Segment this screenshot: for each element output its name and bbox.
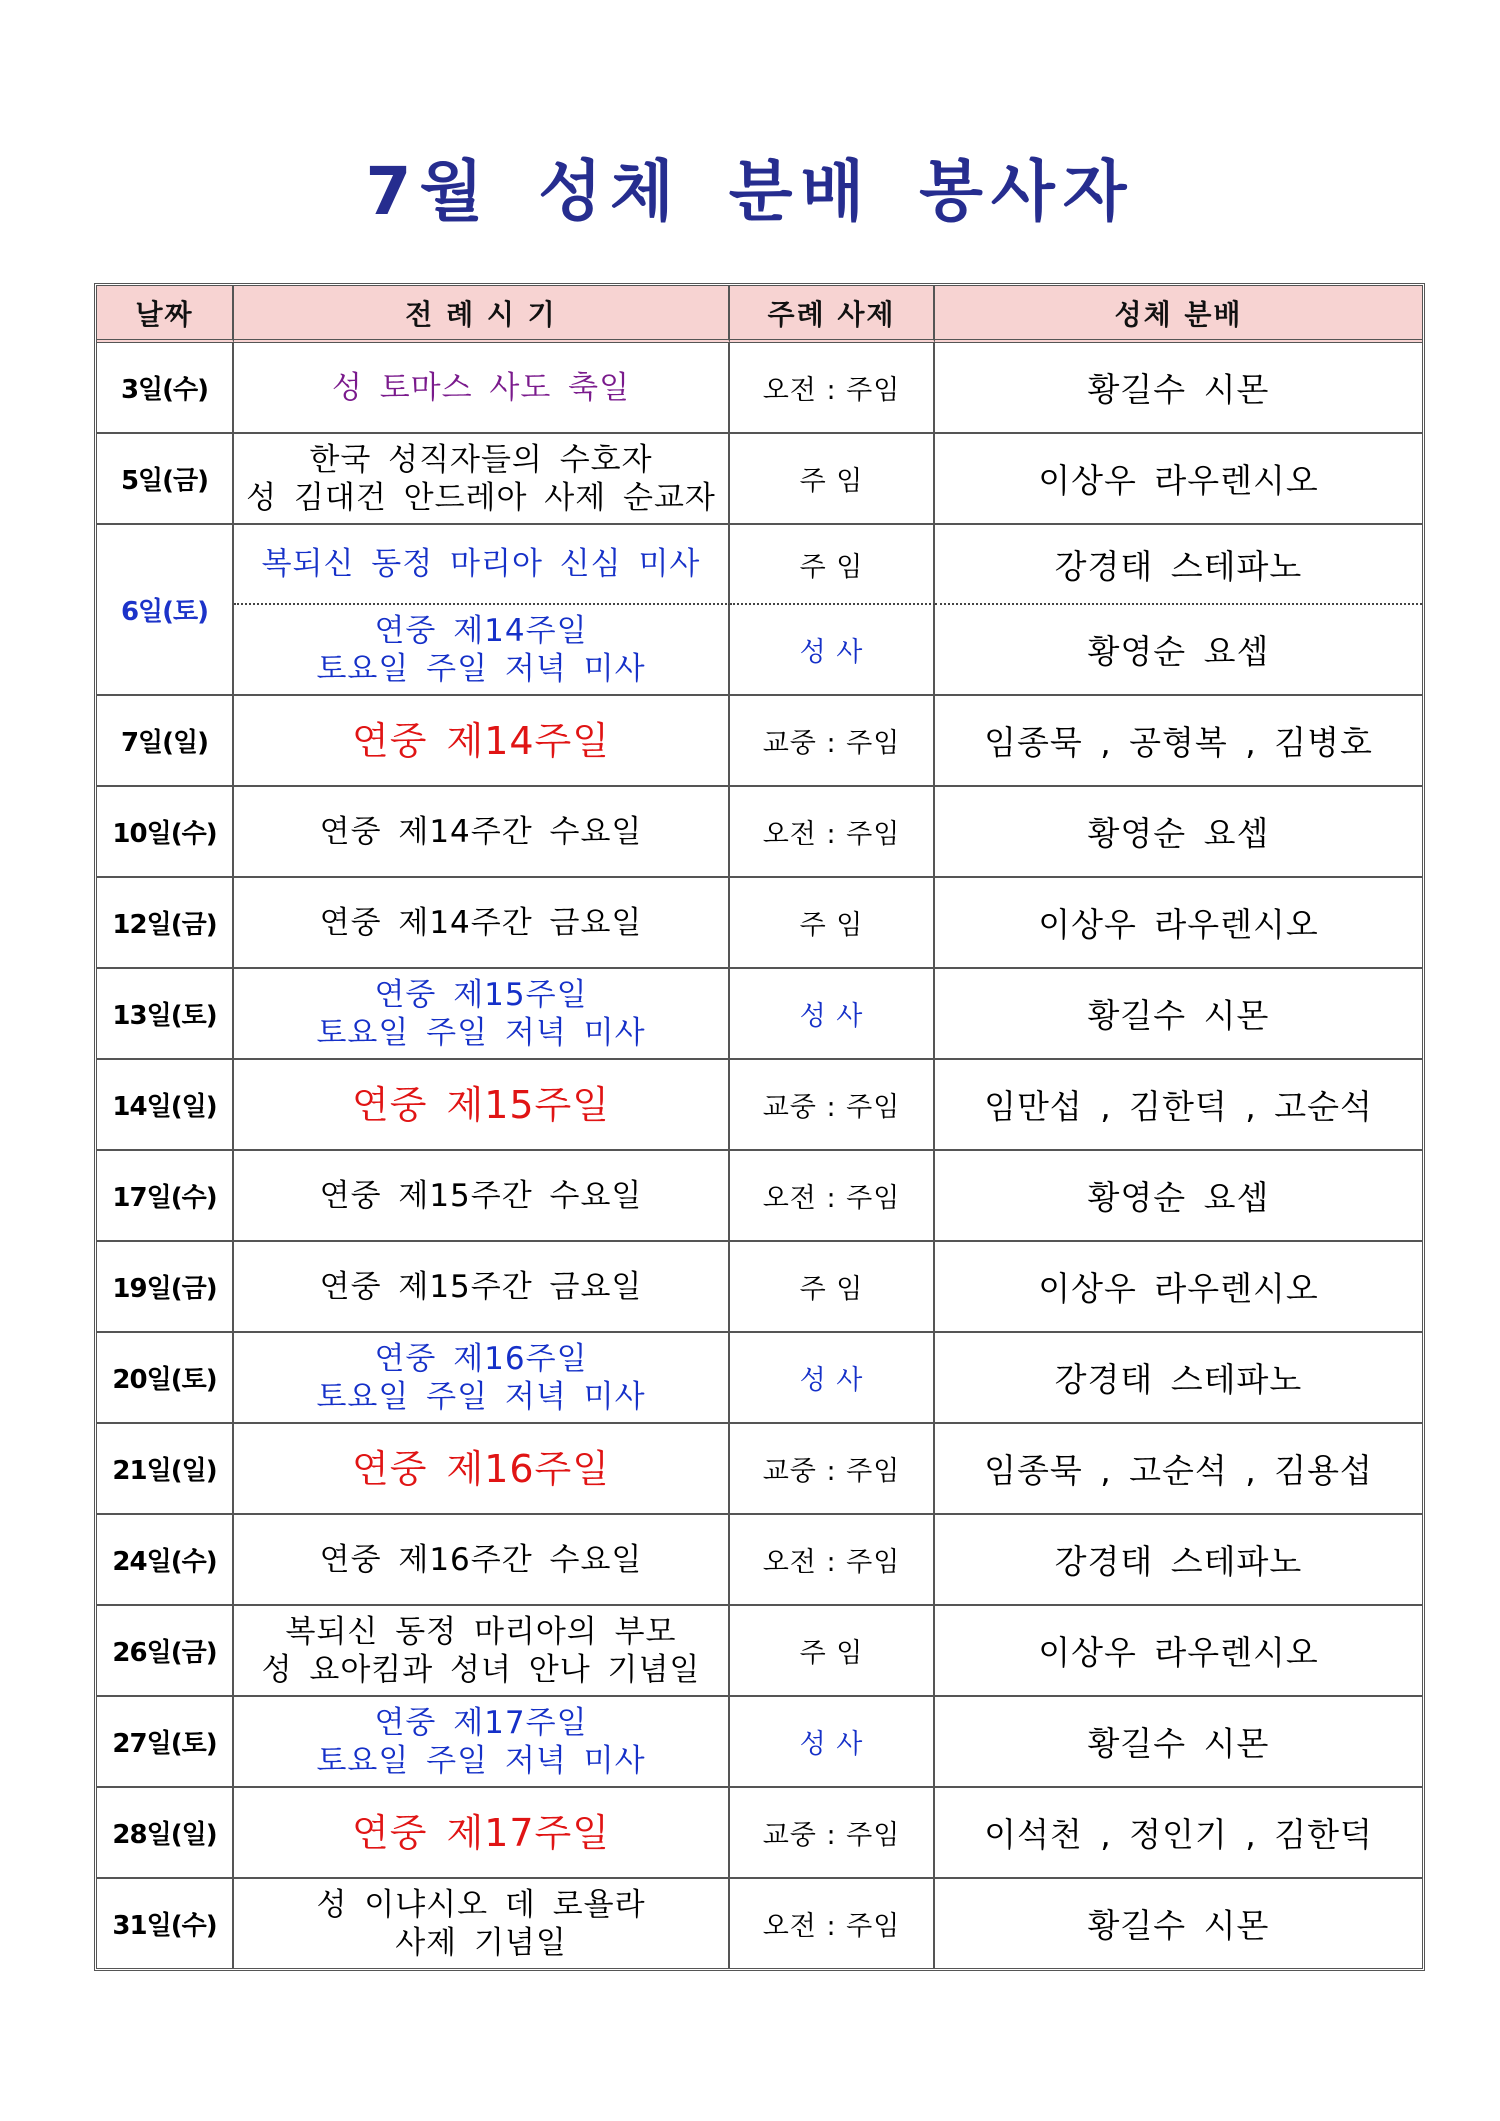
table-row bbox=[97, 1788, 1422, 1879]
liturgy-cell bbox=[234, 1424, 730, 1515]
liturgy-line: 연중 제14주일 bbox=[374, 612, 588, 649]
table-row bbox=[97, 878, 1422, 969]
liturgy-line: 한국 성직자들의 수호자 bbox=[309, 441, 653, 478]
liturgy-cell bbox=[234, 1515, 730, 1606]
liturgy-line: 성 김대건 안드레아 사제 순교자 bbox=[246, 479, 716, 516]
distribution-cell: 황길수 시몬 bbox=[935, 1697, 1422, 1788]
table-row bbox=[97, 1424, 1422, 1515]
celebrant-cell: 주 임 bbox=[730, 525, 935, 605]
liturgy-cell bbox=[234, 787, 730, 878]
liturgy-cell bbox=[234, 969, 730, 1060]
liturgy-line: 성 이냐시오 데 로욜라 bbox=[316, 1886, 646, 1923]
date-cell: 17일(수) bbox=[97, 1151, 234, 1242]
celebrant-cell: 오전 : 주임 bbox=[730, 343, 935, 434]
schedule-table bbox=[94, 283, 1425, 1971]
date-cell: 31일(수) bbox=[97, 1879, 234, 1968]
table-row bbox=[97, 1879, 1422, 1968]
liturgy-cell bbox=[234, 525, 730, 605]
liturgy-line: 연중 제14주일 bbox=[352, 718, 610, 763]
liturgy-line: 복되신 동정 마리아의 부모 bbox=[285, 1613, 677, 1650]
liturgy-line: 토요일 주일 저녁 미사 bbox=[316, 1742, 646, 1779]
date-cell: 24일(수) bbox=[97, 1515, 234, 1606]
celebrant-cell: 오전 : 주임 bbox=[730, 1151, 935, 1242]
distribution-cell: 황영순 요셉 bbox=[935, 787, 1422, 878]
distribution-cell: 이상우 라우렌시오 bbox=[935, 434, 1422, 525]
liturgy-cell bbox=[234, 1151, 730, 1242]
liturgy-cell bbox=[234, 696, 730, 787]
distribution-cell: 이상우 라우렌시오 bbox=[935, 1606, 1422, 1697]
celebrant-cell: 주 임 bbox=[730, 1606, 935, 1697]
liturgy-line: 연중 제15주일 bbox=[352, 1082, 610, 1127]
liturgy-line: 연중 제14주간 수요일 bbox=[319, 813, 643, 850]
liturgy-line: 성 요아킴과 성녀 안나 기념일 bbox=[261, 1651, 701, 1688]
liturgy-cell bbox=[234, 605, 730, 696]
table-row bbox=[97, 1242, 1422, 1333]
header-date: 날짜 bbox=[97, 286, 234, 343]
liturgy-line: 연중 제17주일 bbox=[374, 1704, 588, 1741]
table-row bbox=[97, 969, 1422, 1060]
liturgy-line: 토요일 주일 저녁 미사 bbox=[316, 650, 646, 687]
table-row bbox=[97, 525, 1422, 605]
distribution-cell: 황영순 요셉 bbox=[935, 1151, 1422, 1242]
liturgy-line: 사제 기념일 bbox=[395, 1924, 567, 1961]
table-row bbox=[97, 434, 1422, 525]
table-row bbox=[97, 787, 1422, 878]
header-distribution: 성체 분배 bbox=[935, 286, 1422, 343]
header-celebrant: 주례 사제 bbox=[730, 286, 935, 343]
distribution-cell: 임만섭 , 김한덕 , 고순석 bbox=[935, 1060, 1422, 1151]
header-row bbox=[97, 286, 1422, 343]
distribution-cell: 강경태 스테파노 bbox=[935, 1515, 1422, 1606]
liturgy-line: 연중 제15주일 bbox=[374, 976, 588, 1013]
liturgy-cell bbox=[234, 1697, 730, 1788]
liturgy-line: 연중 제14주간 금요일 bbox=[319, 904, 643, 941]
date-cell: 26일(금) bbox=[97, 1606, 234, 1697]
table-row bbox=[97, 605, 1422, 696]
date-cell: 3일(수) bbox=[97, 343, 234, 434]
celebrant-cell: 오전 : 주임 bbox=[730, 1515, 935, 1606]
liturgy-cell bbox=[234, 1242, 730, 1333]
date-cell: 6일(토) bbox=[97, 525, 234, 696]
celebrant-cell: 교중 : 주임 bbox=[730, 1424, 935, 1515]
distribution-cell: 강경태 스테파노 bbox=[935, 1333, 1422, 1424]
table-row bbox=[97, 1151, 1422, 1242]
celebrant-cell: 교중 : 주임 bbox=[730, 1788, 935, 1879]
table-row bbox=[97, 696, 1422, 787]
liturgy-cell bbox=[234, 878, 730, 969]
liturgy-line: 연중 제15주간 수요일 bbox=[319, 1177, 643, 1214]
date-cell: 10일(수) bbox=[97, 787, 234, 878]
celebrant-cell: 교중 : 주임 bbox=[730, 696, 935, 787]
date-cell: 14일(일) bbox=[97, 1060, 234, 1151]
distribution-cell: 임종묵 , 공형복 , 김병호 bbox=[935, 696, 1422, 787]
distribution-cell: 황길수 시몬 bbox=[1087, 1906, 1270, 1945]
date-cell: 28일(일) bbox=[97, 1788, 234, 1879]
liturgy-line: 연중 제15주간 금요일 bbox=[319, 1268, 643, 1305]
liturgy-line: 연중 제17주일 bbox=[352, 1810, 610, 1855]
table-row bbox=[97, 343, 1422, 434]
date-cell: 5일(금) bbox=[97, 434, 234, 525]
distribution-cell: 이상우 라우렌시오 bbox=[935, 878, 1422, 969]
celebrant-cell: 주 임 bbox=[730, 434, 935, 525]
liturgy-line: 토요일 주일 저녁 미사 bbox=[316, 1014, 646, 1051]
distribution-cell: 임종묵 , 고순석 , 김용섭 bbox=[935, 1424, 1422, 1515]
table-row bbox=[97, 1515, 1422, 1606]
celebrant-cell: 교중 : 주임 bbox=[730, 1060, 935, 1151]
celebrant-cell: 오전 : 주임 bbox=[730, 1879, 935, 1968]
liturgy-cell bbox=[234, 1879, 730, 1968]
liturgy-line: 연중 제16주일 bbox=[352, 1446, 610, 1491]
liturgy-line: 복되신 동정 마리아 신심 미사 bbox=[261, 546, 701, 582]
celebrant-cell: 주 임 bbox=[730, 1242, 935, 1333]
liturgy-line: 연중 제16주간 수요일 bbox=[319, 1541, 643, 1578]
date-cell: 12일(금) bbox=[97, 878, 234, 969]
liturgy-cell bbox=[234, 1606, 730, 1697]
liturgy-line: 연중 제16주일 bbox=[374, 1340, 588, 1377]
celebrant-cell: 성 사 bbox=[730, 1697, 935, 1788]
celebrant-cell: 오전 : 주임 bbox=[730, 787, 935, 878]
celebrant-cell: 주 임 bbox=[730, 878, 935, 969]
liturgy-line: 토요일 주일 저녁 미사 bbox=[316, 1378, 646, 1415]
distribution-cell: 황길수 시몬 bbox=[935, 343, 1422, 434]
liturgy-cell bbox=[234, 1060, 730, 1151]
header-liturgy: 전 례 시 기 bbox=[234, 286, 730, 343]
celebrant-cell: 성 사 bbox=[730, 1333, 935, 1424]
table-row bbox=[97, 1606, 1422, 1697]
date-cell: 20일(토) bbox=[97, 1333, 234, 1424]
date-cell: 19일(금) bbox=[97, 1242, 234, 1333]
liturgy-cell bbox=[234, 434, 730, 525]
distribution-cell: 황길수 시몬 bbox=[935, 969, 1422, 1060]
distribution-cell: 이상우 라우렌시오 bbox=[935, 1242, 1422, 1333]
schedule-table-wrapper bbox=[94, 283, 1419, 1971]
distribution-cell: 강경태 스테파노 bbox=[935, 525, 1422, 605]
table-row bbox=[97, 1697, 1422, 1788]
liturgy-cell bbox=[234, 1788, 730, 1879]
date-cell: 13일(토) bbox=[97, 969, 234, 1060]
date-cell: 7일(일) bbox=[97, 696, 234, 787]
page-title: 7월 성체 분배 봉사자 bbox=[365, 153, 1135, 230]
liturgy-line: 성 토마스 사도 축일 bbox=[331, 369, 631, 406]
date-cell: 27일(토) bbox=[97, 1697, 234, 1788]
table-row bbox=[97, 1060, 1422, 1151]
liturgy-cell bbox=[234, 1333, 730, 1424]
liturgy-cell bbox=[234, 343, 730, 434]
distribution-cell: 이석천 , 정인기 , 김한덕 bbox=[935, 1788, 1422, 1879]
table-row bbox=[97, 1333, 1422, 1424]
celebrant-cell: 성 사 bbox=[730, 969, 935, 1060]
distribution-cell: 황영순 요셉 bbox=[935, 605, 1422, 696]
date-cell: 21일(일) bbox=[97, 1424, 234, 1515]
celebrant-cell: 성 사 bbox=[730, 605, 935, 696]
